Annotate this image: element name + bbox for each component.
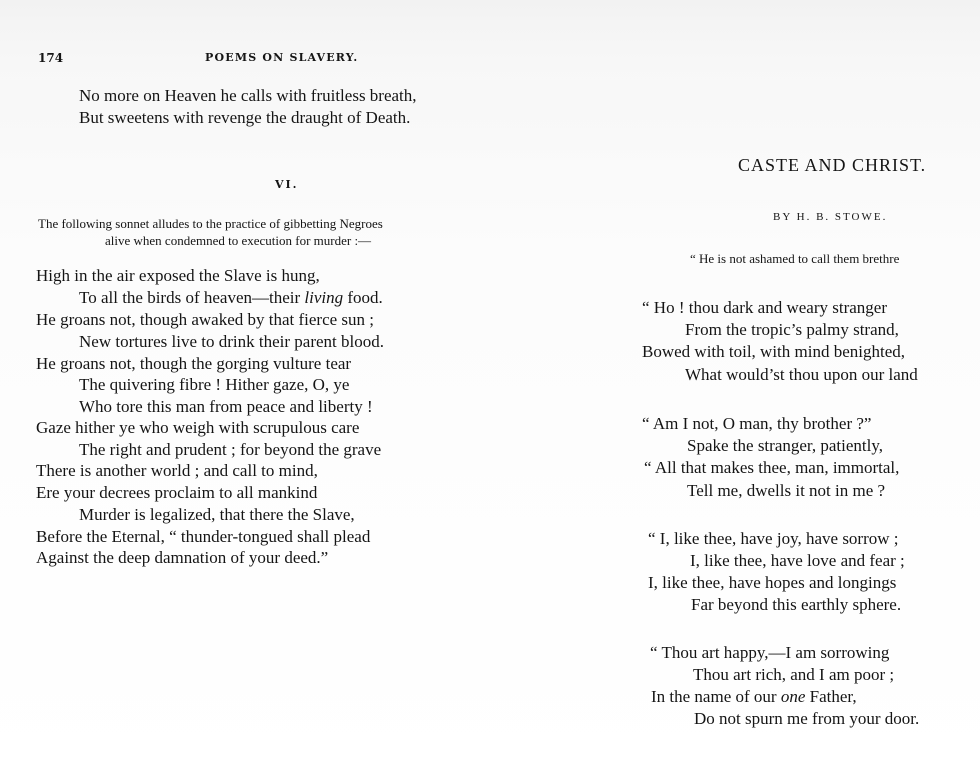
sonnet-line: Ere your decrees proclaim to all mankind <box>36 483 318 502</box>
verse-line: From the tropic’s palmy strand, <box>685 320 899 339</box>
sonnet-line: He groans not, though the gorging vulture tear <box>36 354 352 373</box>
verse-line: What would’st thou upon our land <box>685 365 918 384</box>
sonnet-line: New tortures live to drink their parent blood. <box>79 332 384 351</box>
emphasis: living <box>304 288 344 307</box>
sonnet-line: The quivering fibre ! Hither gaze, O, ye <box>79 375 350 394</box>
verse-line: Thou art rich, and I am poor ; <box>693 665 895 684</box>
closing-line: But sweetens with revenge the draught of Death. <box>79 108 411 127</box>
section-number: VI. <box>275 178 299 191</box>
verse-line: “ Ho ! thou dark and weary stranger <box>642 298 887 317</box>
byline: BY H. B. STOWE. <box>773 211 888 223</box>
verse-line: Do not spurn me from your door. <box>694 709 920 728</box>
sonnet-line: Who tore this man from peace and liberty ! <box>79 397 373 416</box>
sonnet-line: Against the deep damnation of your deed.” <box>36 548 329 567</box>
sonnet-line: To all the birds of heaven—their living food. <box>79 288 383 307</box>
verse-line: Spake the stranger, patiently, <box>687 436 884 455</box>
epigraph: “ He is not ashamed to call them brethre <box>690 251 900 266</box>
verse-line: I, like thee, have hopes and longings <box>648 573 897 592</box>
poem-title: CASTE AND CHRIST. <box>738 155 927 175</box>
verse-line: Tell me, dwells it not in me ? <box>687 481 886 500</box>
page-number: 174 <box>38 51 64 65</box>
verse-line: “ I, like thee, have joy, have sorrow ; <box>648 529 899 548</box>
verse-line: “ Thou art happy,—I am sorrowing <box>650 643 890 662</box>
sonnet-line: Murder is legalized, that there the Slave, <box>79 505 355 524</box>
sonnet-line: Before the Eternal, “ thunder-tongued shall plead <box>36 527 371 546</box>
verse-line: In the name of our one Father, <box>651 687 857 706</box>
verse-line: Bowed with toil, with mind benighted, <box>642 342 906 361</box>
verse-line: Far beyond this earthly sphere. <box>691 595 902 614</box>
sonnet-line: He groans not, though awaked by that fierce sun ; <box>36 310 375 329</box>
verse-line: “ All that makes thee, man, immortal, <box>644 458 900 477</box>
right-page <box>640 0 980 779</box>
sonnet-line: The right and prudent ; for beyond the grave <box>79 440 382 459</box>
verse-line: “ Am I not, O man, thy brother ?” <box>642 414 872 433</box>
sonnet-line: There is another world ; and call to mind, <box>36 461 318 480</box>
emphasis: one <box>780 687 806 706</box>
sonnet-line: High in the air exposed the Slave is hung, <box>36 266 320 285</box>
verse-line: I, like thee, have love and fear ; <box>690 551 905 570</box>
sonnet-line: Gaze hither ye who weigh with scrupulous care <box>36 418 360 437</box>
intro-note-line: The following sonnet alludes to the practice of gibbetting Negroes <box>38 216 383 231</box>
intro-note-line: alive when condemned to execution for murder :— <box>105 233 372 248</box>
running-head: POEMS ON SLAVERY. <box>205 51 359 64</box>
closing-line: No more on Heaven he calls with fruitless breath, <box>79 86 417 105</box>
